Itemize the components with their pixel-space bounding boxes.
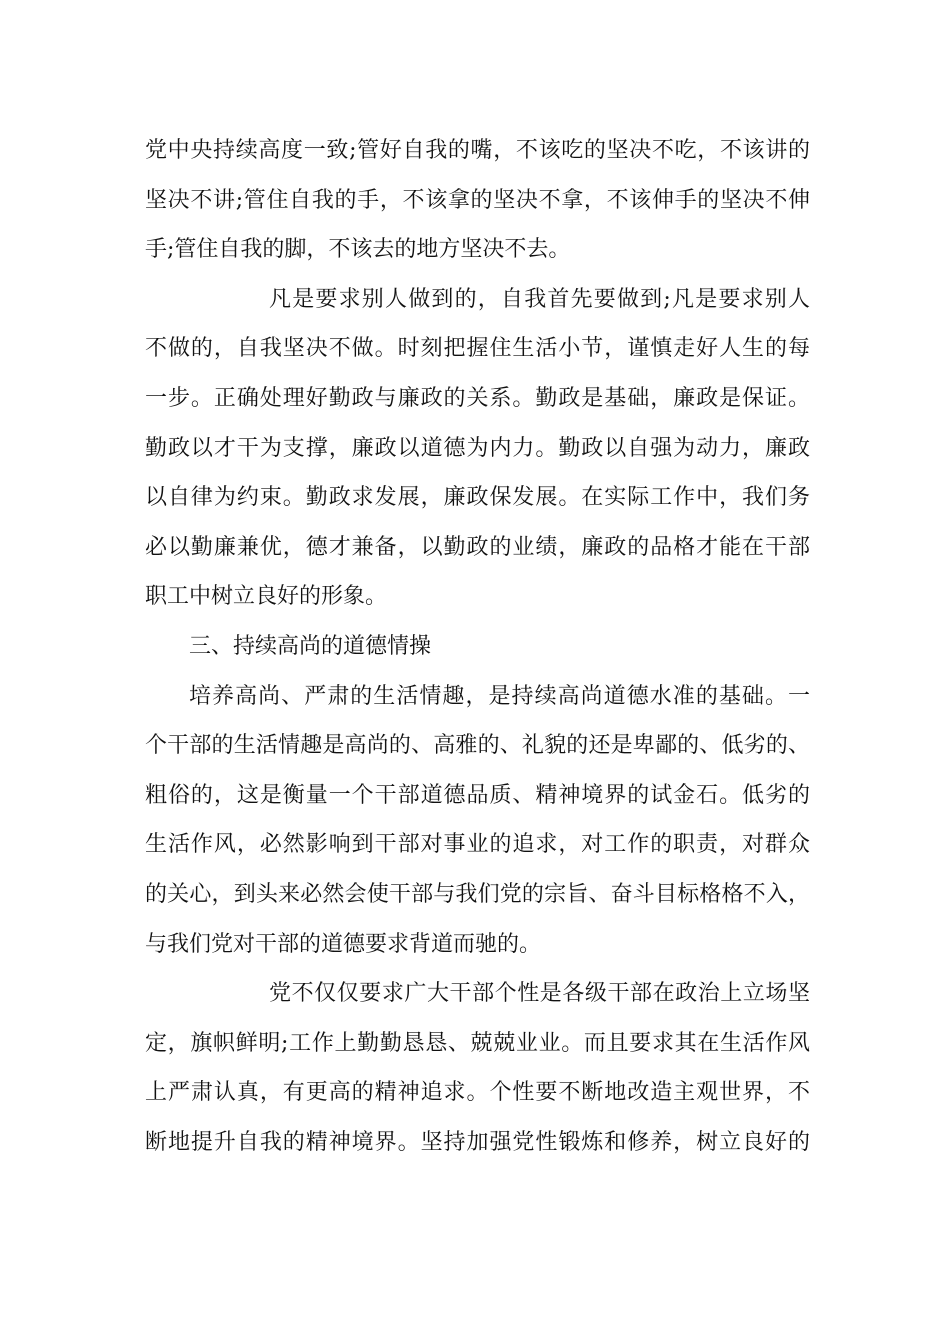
paragraph-3 — [145, 672, 810, 970]
text-line: 必以勤廉兼优，德才兼备，以勤政的业绩，廉政的品格才能在干部 — [145, 534, 810, 560]
text-line: 党中央持续高度一致;管好自我的嘴，不该吃的坚决不吃，不该讲的 — [145, 138, 810, 163]
text-line: 个干部的生活情趣是高尚的、高雅的、礼貌的还是卑鄙的、低劣的、 — [145, 733, 810, 759]
paragraph-1 — [145, 126, 810, 275]
text-line: 党不仅仅要求广大干部个性是各级干部在政治上立场坚 — [269, 981, 810, 1007]
text-line: 与我们党对干部的道德要求背道而驰的。 — [145, 931, 542, 957]
text-line: 的关心，到头来必然会使干部与我们党的宗旨、奋斗目标格格不入， — [145, 881, 810, 907]
text-line: 不做的，自我坚决不做。时刻把握住生活小节，谨慎走好人生的每 — [145, 336, 810, 362]
text-line: 勤政以才干为支撑，廉政以道德为内力。勤政以自强为动力，廉政 — [145, 435, 810, 461]
text-line: 上严肃认真，有更高的精神追求。个性要不断地改造主观世界，不 — [145, 1080, 810, 1106]
text-line: 手;管住自我的脚，不该去的地方坚决不去。 — [145, 237, 571, 263]
text-line: 粗俗的，这是衡量一个干部道德品质、精神境界的试金石。低劣的 — [145, 782, 810, 808]
text-line: 生活作风，必然影响到干部对事业的追求，对工作的职责，对群众 — [145, 832, 810, 858]
section-heading-text: 三、持续高尚的道德情操 — [189, 633, 432, 659]
document-body — [145, 126, 810, 1167]
paragraph-4 — [145, 969, 810, 1167]
paragraph-2 — [145, 275, 810, 622]
text-line: 断地提升自我的精神境界。坚持加强党性锻炼和修养，树立良好的 — [145, 1129, 810, 1155]
text-line: 定，旗帜鲜明;工作上勤勤恳恳、兢兢业业。而且要求其在生活作风 — [145, 1030, 810, 1056]
section-heading — [145, 622, 810, 672]
text-line: 职工中树立良好的形象。 — [145, 584, 388, 610]
text-line: 一步。正确处理好勤政与廉政的关系。勤政是基础，廉政是保证。 — [145, 385, 810, 411]
text-line: 以自律为约束。勤政求发展，廉政保发展。在实际工作中，我们务 — [145, 485, 810, 511]
text-line: 坚决不讲;管住自我的手，不该拿的坚决不拿，不该伸手的坚决不伸 — [145, 187, 810, 213]
text-line: 凡是要求别人做到的，自我首先要做到;凡是要求别人 — [269, 286, 810, 312]
text-line: 培养高尚、严肃的生活情趣，是持续高尚道德水准的基础。一 — [189, 683, 810, 709]
